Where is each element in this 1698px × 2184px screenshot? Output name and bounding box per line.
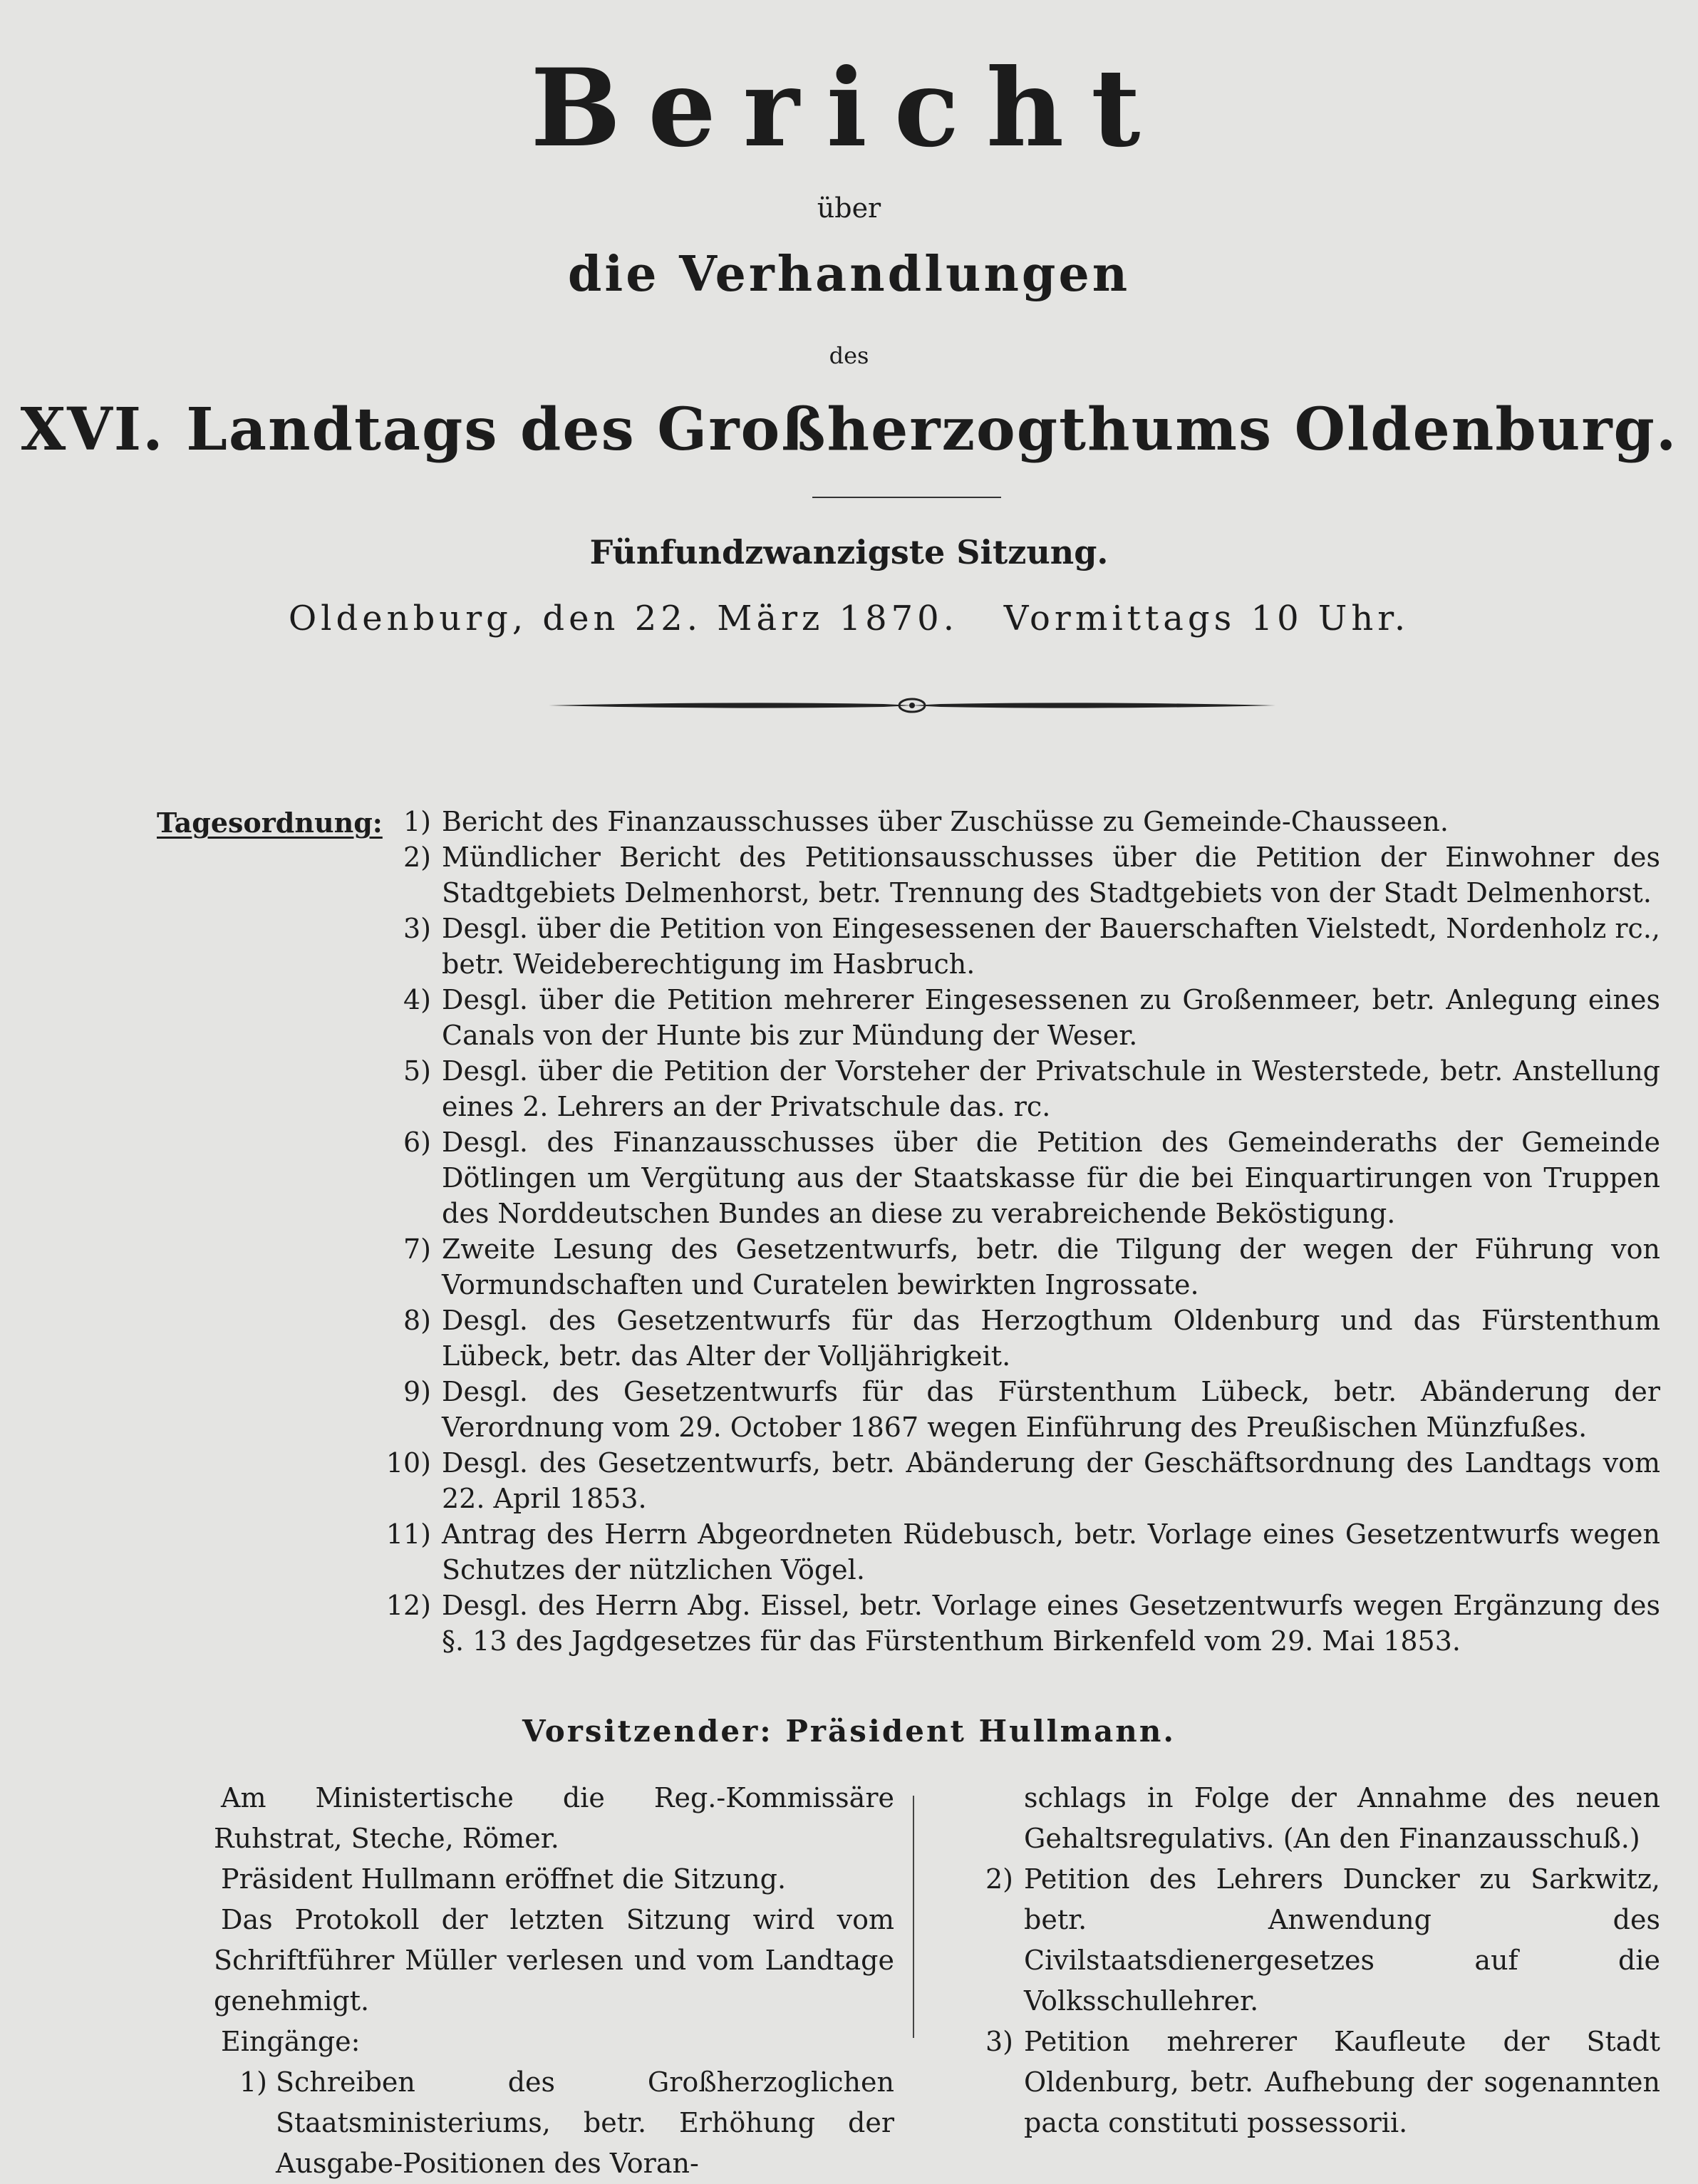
agenda-item-number: 5) xyxy=(403,1055,431,1087)
agenda-item-text: Desgl. über die Petition mehrerer Eingesessenen zu Großenmeer, betr. Anlegung eines Canals von der Hunte bis zur Mündung der Weser. xyxy=(442,984,1660,1051)
incoming-item xyxy=(214,2062,894,2184)
title-preposition: über xyxy=(817,192,881,224)
agenda-item-number: 6) xyxy=(403,1127,431,1158)
agenda-item-text: Desgl. über die Petition der Vorsteher der Privatschule in Westerstede, betr. Anstellung eines 2. Lehrers an der Privatschule das. rc. xyxy=(442,1055,1660,1122)
agenda-item-text: Desgl. des Finanzausschusses über die Petition des Gemeinderaths der Gemeinde Dötlingen um Vergütung aus der Staatskasse für die bei Einquartirungen von Truppen des Norddeutschen Bundes an diese zu verabreichende Beköstigung. xyxy=(442,1127,1660,1229)
agenda-item-number: 3) xyxy=(403,913,431,944)
ministers-present-paragraph: Am Ministertische die Reg.-Kommissäre Ruhstrat, Steche, Römer. xyxy=(214,1782,894,1854)
chair-heading: Vorsitzender: Präsident Hullmann. xyxy=(522,1714,1176,1749)
agenda-item-number: 11) xyxy=(385,1518,431,1550)
right-column xyxy=(935,1778,1660,2143)
incoming-heading: Eingänge: xyxy=(221,2026,361,2057)
agenda-item-text: Desgl. des Gesetzentwurfs für das Fürstenthum Lübeck, betr. Abänderung der Verordnung vom 29. October 1867 wegen Einführung des Preußischen Münzfußes. xyxy=(442,1376,1660,1443)
agenda-item xyxy=(371,911,1660,982)
agenda-item-number: 2) xyxy=(403,842,431,873)
title-article: des xyxy=(829,342,869,369)
incoming-item xyxy=(935,1859,1660,2022)
agenda-item xyxy=(371,1374,1660,1445)
agenda-item-text: Desgl. über die Petition von Eingesessenen der Bauerschaften Vielstedt, Nordenholz rc., betr. Weideberechtigung im Hasbruch. xyxy=(442,913,1660,980)
session-dateline: Oldenburg, den 22. März 1870. Vormittags 10 Uhr. xyxy=(288,599,1410,638)
agenda-item xyxy=(371,982,1660,1053)
agenda-item xyxy=(371,1124,1660,1231)
agenda-item xyxy=(371,1588,1660,1659)
session-heading: Fünfundzwanzigste Sitzung. xyxy=(589,533,1109,571)
incoming-item-text: Petition des Lehrers Duncker zu Sarkwitz, betr. Anwendung des Civilstaatsdienergesetzes auf die Volksschullehrer. xyxy=(1024,1863,1660,2017)
agenda-list xyxy=(371,804,1660,1659)
title-subject: die Verhandlungen xyxy=(567,246,1131,303)
incoming-item-number: 2) xyxy=(985,1863,1013,1895)
agenda-item xyxy=(371,1053,1660,1124)
incoming-item-number: 1) xyxy=(239,2066,267,2098)
document-title: Bericht xyxy=(530,46,1168,171)
incoming-item-text: Petition mehrerer Kaufleute der Stadt Oldenburg, betr. Aufhebung der sogenannten pacta constituti possessorii. xyxy=(1024,2026,1660,2138)
ornamental-divider xyxy=(549,695,1275,716)
incoming-item-continuation: schlags in Folge der Annahme des neuen Gehaltsregulativs. (An den Finanzausschuß.) xyxy=(1024,1782,1660,1854)
agenda-item xyxy=(371,804,1660,839)
agenda-item xyxy=(371,839,1660,911)
agenda-item-text: Bericht des Finanzausschusses über Zuschüsse zu Gemeinde-Chausseen. xyxy=(442,806,1449,837)
agenda-item-text: Desgl. des Gesetzentwurfs, betr. Abänderung der Geschäftsordnung des Landtags vom 22. April 1853. xyxy=(442,1447,1660,1514)
agenda-item xyxy=(371,1303,1660,1374)
protocol-paragraph: Das Protokoll der letzten Sitzung wird vom Schriftführer Müller verlesen und vom Landtage genehmigt. xyxy=(214,1904,894,2017)
agenda-item-number: 9) xyxy=(403,1376,431,1407)
title-rule-divider xyxy=(812,497,1001,498)
agenda-item-text: Antrag des Herrn Abgeordneten Rüdebusch, betr. Vorlage eines Gesetzentwurfs wegen Schutzes der nützlichen Vögel. xyxy=(442,1518,1660,1585)
agenda-item-text: Mündlicher Bericht des Petitionsausschusses über die Petition der Einwohner des Stadtgebiets Delmenhorst, betr. Trennung des Stadtgebiets von der Stadt Delmenhorst. xyxy=(442,842,1660,909)
agenda-item-number: 8) xyxy=(403,1305,431,1336)
agenda-item xyxy=(371,1516,1660,1588)
agenda-item-text: Desgl. des Herrn Abg. Eissel, betr. Vorlage eines Gesetzentwurfs wegen Ergänzung des §. 13 des Jagdgesetzes für das Fürstenthum Birkenfeld vom 29. Mai 1853. xyxy=(442,1590,1660,1657)
agenda-label: Tagesordnung: xyxy=(157,807,383,839)
agenda-item-text: Desgl. des Gesetzentwurfs für das Herzogthum Oldenburg und das Fürstenthum Lübeck, betr. das Alter der Volljährigkeit. xyxy=(442,1305,1660,1372)
parliament-title: XVI. Landtags des Großherzogthums Oldenburg. xyxy=(20,395,1678,464)
agenda-item xyxy=(371,1445,1660,1516)
agenda-item xyxy=(371,1231,1660,1303)
incoming-item xyxy=(935,2022,1660,2143)
left-column xyxy=(214,1778,894,2184)
agenda-item-number: 4) xyxy=(403,984,431,1015)
incoming-item-text: Schreiben des Großherzoglichen Staatsministeriums, betr. Erhöhung der Ausgabe-Positionen des Voran- xyxy=(276,2066,894,2179)
agenda-item-number: 1) xyxy=(403,806,431,837)
agenda-item-number: 7) xyxy=(403,1233,431,1265)
agenda-item-text: Zweite Lesung des Gesetzentwurfs, betr. die Tilgung der wegen der Führung von Vormundschaften und Curatelen bewirkten Ingrossate. xyxy=(442,1233,1660,1300)
agenda-item-number: 10) xyxy=(385,1447,431,1479)
column-divider xyxy=(913,1796,914,2038)
session-opening-paragraph: Präsident Hullmann eröffnet die Sitzung. xyxy=(221,1863,787,1895)
incoming-item-number: 3) xyxy=(985,2026,1013,2057)
agenda-item-number: 12) xyxy=(385,1590,431,1621)
